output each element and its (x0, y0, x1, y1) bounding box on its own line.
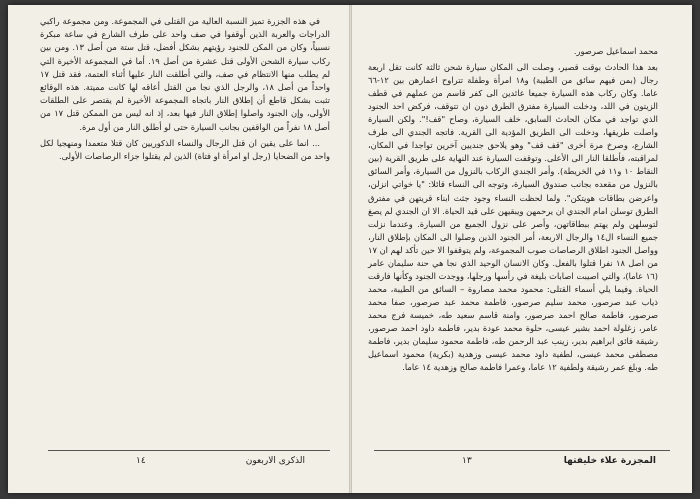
right-page-number: ١٣ (462, 456, 472, 466)
left-page-number: ١٤ (136, 456, 146, 466)
right-footer-title: المجزرة علاء خليفتها (563, 456, 656, 466)
right-footer-rule (374, 450, 670, 451)
book-spread (8, 5, 692, 493)
left-paragraph-1: في هذه الجزرة تميز النسبة العالية من القتلى في المجموعة. ومن مجموعة راكبي الدراجات والعربة الذين أوقفوا في صف واحد على طرف الشارع في ساعة مبكرة نسبياً، وكان من المكن للجنود رؤيتهم بشكل أفضل، قتل ستة من أصل ١٣. ومن بين ركاب سيارة الشحن الأولى قتل عشرة من أصل ١٩. أما في المجموعة الأخيرة التي لم يطلب منها الانتظام في صف، والتي أطلقت النار عليها أثناء العتمة، فقد قتل ١٧ واحداً من أصل ١٨، والرجل الذي نجا من القتل أعاقه لها كانت مميتة. هذه الوقائع تثبت بشكل قاطع أن إطلاق النار باتجاه المجموعة الأخيرة لم يقتصر على الطلقات الأولى، وإن الجنود واصلوا إطلاق النار فيها بعد، إذ انه ليس من الممكن قتل ١٧ من أصل ١٨ نفراً من الواقفين بجانب السيارة حتى لو أطلق النار من أول مرة. (40, 16, 331, 132)
right-page (352, 5, 692, 493)
left-footer-title: الذكرى الاربعون (245, 456, 305, 466)
left-paragraph-2: ... انما على يقين ان قتل الرجال والنساء الذكوريين كان قتلا متعمدا ومنهجيا لكل واحد من الضحايا (رجل او امرأة او فتاة) الذين لم يقتلوا جزاء الرصاصات الأولى. (40, 137, 330, 162)
left-page-body (40, 15, 330, 166)
left-footer-rule (48, 450, 330, 451)
left-page (8, 5, 349, 493)
right-page-body (368, 45, 658, 377)
right-paragraph-2: بعد هذا الحادث بوقت قصير، وصلت الى المكان سيارة شحن ثالثة كانت تقل اربعة رجال (بمن فيهم سائق من الطيبة) و١٨ امرأة وطفلة تتراوح اعمارهن بين ١٢-٦٦ عاما. وكان ركاب هذه السيارة جميعا عائدين الى كفر قاسم من عملهم في قطف الزيتون في اللد، ودخلت السيارة مفترق الطرق دون ان تتوقف، فركض احد الجنود الذي تواجد في مكان الحادث السابق، خلف السيارة، وصاح "قف!". ولكن السيارة واصلت طريقها، ودخلت الى الطريق المؤدية الى القرية. فاتجه الجندي الى طرف الشارع، وصرخ مرة أخرى "قف قف" وهو يلاحق جنديين آخرين تواجدا في المكان، لمراقبته، فأطلقا النار الى الأعلى. وتوقفت السيارة عند النهاية على طريق القرية (بين النقاط ١٠ و١١ في الخريطة). وأمر الجندي الركاب بالنزول من السيارة، وأمر السائق بالنزول من مقعده بجانب صندوق السيارة، وتوجه الى النساء قائلا: "يا خواتي انزلن، واعرضن بطاقات هويتكن". ولما لحظت النساء وجود جثث ابناء قريتهن في مفترق الطرق توسلن امام الجندي ان يرحمهن ويبقيهن على قيد الحياة. الا ان الجندي لم يصغ لتوسلهن ولم يهتم ببطاقاتهن، وأصر على نزول الجميع من السيارة. وعندما نزلت جميع النساء ال١٤ والرجال الاربعة، أمر الجنود الذين وصلوا الى المكان بإطلاق النار، وواصل الجنود اطلاق الرصاصات صوب المجموعة، ولم يتوقفوا الا حين تأكد لهم ان ١٧ من اصل ١٨ نفرا قتلوا بالفعل. وكان الانسان الوحيد الذي نجا هي حنة سليمان عامر (١٦ عاما)، والتي اصيبت اصابات بليغة في رأسها ورجلها، ووجدت الجنود وكأنها فارقت الحياة. وفيما يلي أسماء القتلى: محمود محمد مصاروة – السائق من الطيبة، محمد ذياب عبد صرصور، محمد سليم صرصور، فاطمة محمد عبد صرصور، صفا محمد صرصور، فاطمة صالح احمد صرصور، وامنة قاسم سعيد طه، خميسة فرج محمد عامر، زغلولة احمد بشير عيسى، حلوة محمد عودة بدير، فاطمة داود احمد صرصور، رشيقة فائق ابراهيم بدير، زينب عبد الرحمن طه، فاطمة محمود سليمان بدير، فاطمة مصطفى محمد عيسى، لطفية داود محمد عيسى وزهدية (بكرية) محمود اسماعيل طه. وبلغ عمر رشيقة ولطفية ١٢ عاما، وعمرا فاطمة صالح وزهدية ١٤ عاما. (368, 62, 658, 373)
right-paragraph-1: محمد اسماعيل صرصور. (573, 46, 658, 56)
